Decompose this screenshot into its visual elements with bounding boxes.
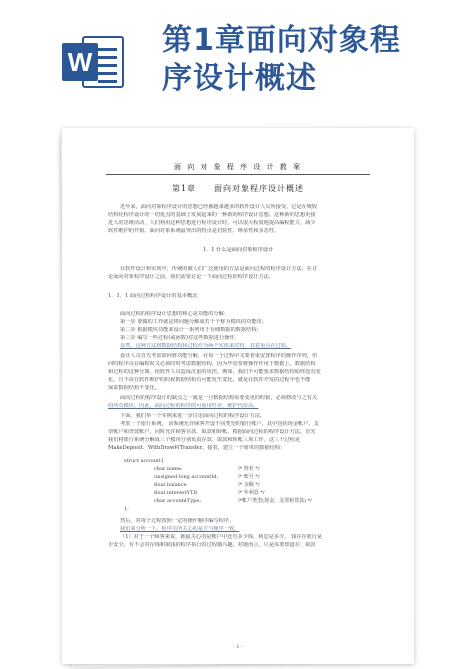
- code-line: unsigned long accountId;: [154, 474, 219, 480]
- intro-line: 近年来，面向对象程序设计的思想已经被越来越多的软件设计人员所接受。它是在吸收: [120, 204, 318, 210]
- banner: [0, 0, 474, 118]
- paragraph-line: 设计人员首先考虑如何将功能分解，在每一个过程中又要着重安排程序的操作序列，但: [120, 353, 318, 359]
- paragraph-line: 票帐户和贷款帐户，同时允许顾客存款、取款和转帐。根据面向过程的程序设计方法，首先: [108, 429, 316, 435]
- code-line: float interestYTD: [154, 490, 198, 496]
- section-heading-1-1: 1．1 什么是面向对象程序设计: [202, 247, 274, 253]
- intro-line: 软件维护的开销。面向对象系统最突出的特点是封装性、继承性和多态性。: [108, 228, 280, 234]
- banner-title: [162, 22, 462, 98]
- intro-line: 近人的思维活动，人们利用这种思想进行程序设计时，可以很大程度地提高编程能力，减少: [108, 220, 316, 226]
- section-heading-1-1-1: 1．1．1 面向过程程序设计的基本概念: [108, 293, 198, 299]
- paragraph-line: 保证数据结构不变化。: [108, 385, 160, 391]
- step-line: 第二步 根据模块功能来设计一系列用于存储数据的数据结构；: [120, 327, 262, 333]
- chapter-title: 第1章 面向对象程序设计概述: [171, 184, 305, 193]
- code-line: char name;: [154, 466, 183, 472]
- code-line: struct account{: [124, 458, 164, 464]
- paragraph-line: 在软件设计和实现中，传统的被人们广泛使用的方法是面向过程的程序设计方法。在讨: [120, 266, 318, 272]
- paragraph-line: （1）对于一个顾客来说，她最关心的是帐户中还有多少钱，利息是多少。 钱存在银行是: [120, 534, 323, 540]
- highlighted-sentence: 显然，这种方法将数据结构和过程作为两个实体来对待，其着重点在过程。: [120, 343, 292, 349]
- code-comment: /* 年利息 */: [238, 490, 265, 496]
- code-line: char accountType;: [154, 498, 202, 504]
- word-document-icon: [62, 34, 126, 90]
- paragraph-line: 论面向对象程序设计之前，我们需要讨论一下面向过程的程序设计方法。: [108, 274, 275, 280]
- running-header: 面 向 对 象 程 序 设 计 教 案: [173, 163, 303, 171]
- code-line: float balance: [154, 482, 187, 488]
- paragraph-line: 面向过程的程序设计思想的核心是功能的分解：: [120, 311, 229, 317]
- paragraph-line: 考虑一个银行系统。 该系统允许顾客开设不同类型的银行帐户，其中包括现金帐户、支: [120, 421, 319, 427]
- code-line: };: [124, 506, 129, 512]
- document-preview-page: [62, 128, 414, 664]
- code-comment: /* 余额 */: [238, 482, 260, 488]
- page-number: - 1 -: [233, 644, 243, 650]
- paragraph-line: 同时程序员在编程时又必须时时考虑数据结构。因为毕竟要将操作作用于数据上。数据结构: [108, 361, 316, 367]
- code-comment: /* 账号 */: [238, 474, 260, 480]
- paragraph-line: 然后，对每个过程按照一定的操作顺序编写程序。: [120, 518, 235, 524]
- code-comment: /*帐户类型(现金、支票和贷款) */: [238, 498, 312, 504]
- banner-title-line-2: 序设计概述: [162, 61, 317, 96]
- paragraph-line: MakeDeposit、WithDraw和Transfer。接着，建立一个简单的数据结构：: [108, 445, 286, 451]
- paragraph-line: 和过程的这种分离，给软件人员造成沉重的负担。例如，我们不可能要求数据结构始终没有变: [108, 369, 321, 375]
- paragraph-line: 我们将银行系统分解成三个模块分别负责存款、取款和转帐三项工作。这三个过程是: [108, 437, 300, 443]
- paragraph-line: 否安全，有不会对存钱和取钱的程序执行的过程感兴趣。对她而言，只是需要知道存、取款: [108, 542, 316, 548]
- paragraph-line: 面向过程的程序设计的缺点之一就是一旦数据结构需要变更的时候，必须修改与之有关: [120, 395, 318, 401]
- step-line: 第三步 编写一些过程(或函数)对这些数据进行操作。: [120, 335, 240, 341]
- highlighted-sentence: 的所有模块。因此，面向过程的程序的可重用性差，维护代价高。: [108, 403, 259, 409]
- intro-line: 结构化程序设计的一切优点的基础上发展起来的一种新的程序设计思想。这种新的思想更接: [108, 212, 316, 218]
- header-rule: [106, 174, 370, 175]
- paragraph-line: 下面，我们举一个实例来进一步讨论面向过程的程序设计方法。: [120, 413, 266, 419]
- word-letter-badge: W: [62, 43, 98, 81]
- code-comment: /* 姓名 */: [238, 466, 260, 472]
- banner-title-line-1: 第1章面向对象程: [162, 23, 401, 58]
- highlighted-sentence: 我们来分析一下，程序员所关心的是方与顺序一致。: [120, 526, 240, 532]
- paragraph-line: 化，且不说在软件维护的时候数据结构有可能发生变化，就是在软件开发的过程中也不能: [108, 377, 311, 383]
- step-line: 第一步 要做的工作就是将问题分解成若干个称为模块的功能块；: [120, 319, 267, 325]
